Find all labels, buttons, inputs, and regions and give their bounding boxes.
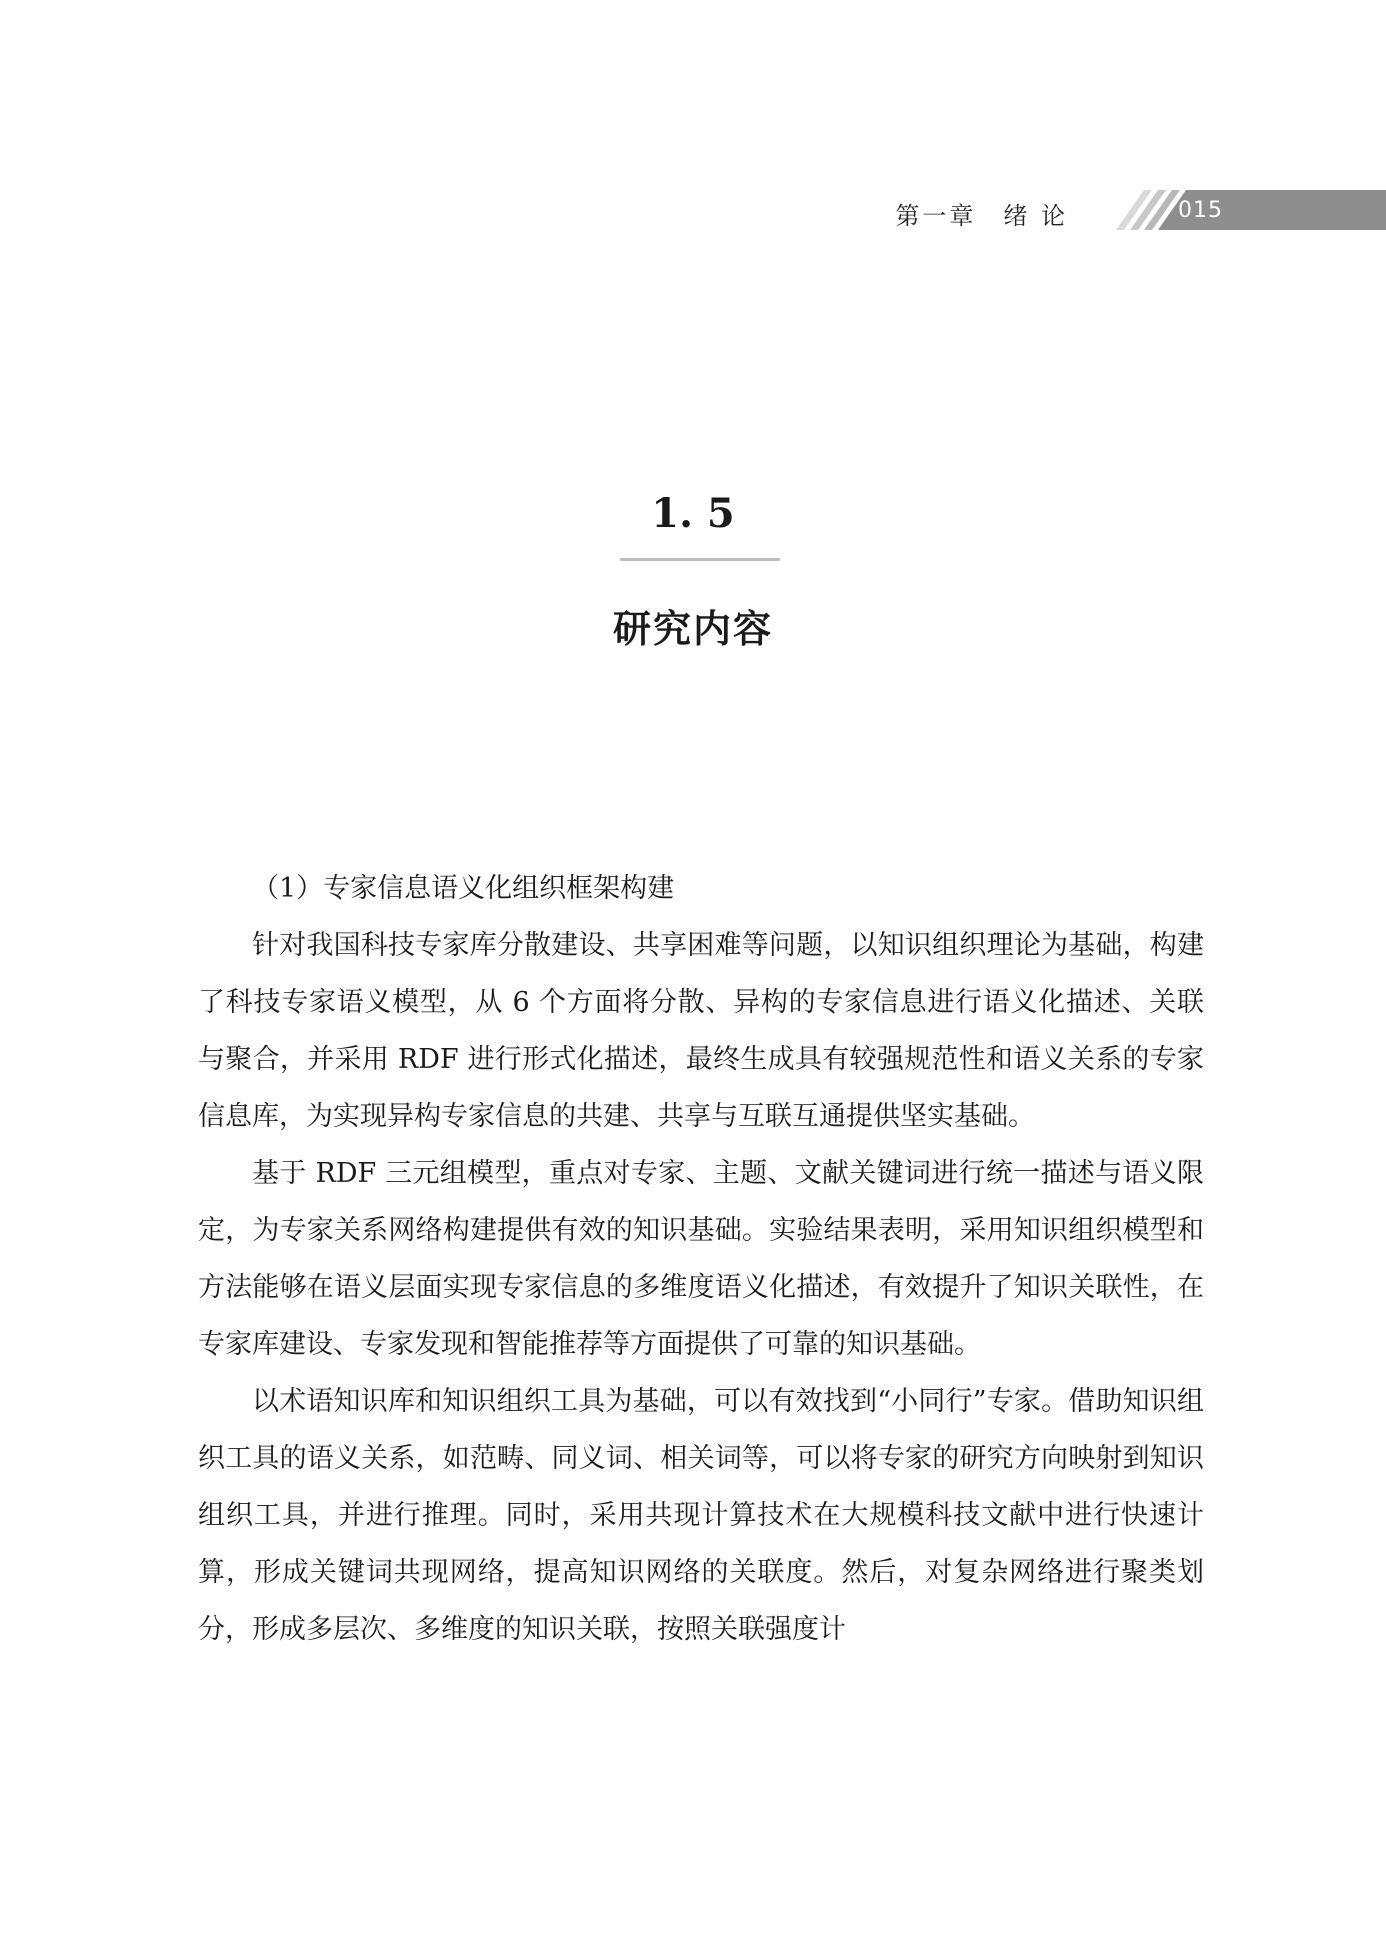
chapter-label: 第一章 绪 论: [895, 202, 1068, 230]
section-number: 1. 5: [651, 490, 735, 537]
section-divider: [620, 558, 780, 561]
subheading: （1）专家信息语义化组织框架构建: [252, 873, 675, 904]
body-text: [198, 860, 1204, 1658]
page-number: 015: [1178, 198, 1223, 223]
running-header: [0, 190, 1386, 230]
paragraph: 针对我国科技专家库分散建设、共享困难等问题，以知识组织理论为基础，构建了科技专家语义模型，从 6 个方面将分散、异构的专家信息进行语义化描述、关联与聚合，并采用 RDF 进行形式化描述，最终生成具有较强规范性和语义关系的专家信息库，为实现异构专家信息的共建、共享与互联互通提供坚实基础。: [198, 930, 1204, 1132]
paragraph: 以术语知识库和知识组织工具为基础，可以有效找到“小同行”专家。借助知识组织工具的语义关系，如范畴、同义词、相关词等，可以将专家的研究方向映射到知识组织工具，并进行推理。同时，采用共现计算技术在大规模科技文献中进行快速计算，形成关键词共现网络，提高知识网络的关联度。然后，对复杂网络进行聚类划分，形成多层次、多维度的知识关联，按照关联强度计: [198, 1386, 1204, 1645]
section-title: 研究内容: [612, 606, 773, 651]
paragraph: 基于 RDF 三元组模型，重点对专家、主题、文献关键词进行统一描述与语义限定，为专家关系网络构建提供有效的知识基础。实验结果表明，采用知识组织模型和方法能够在语义层面实现专家信息的多维度语义化描述，有效提升了知识关联性，在专家库建设、专家发现和智能推荐等方面提供了可靠的知识基础。: [198, 1158, 1204, 1360]
header-decorative-band: [1096, 190, 1386, 230]
